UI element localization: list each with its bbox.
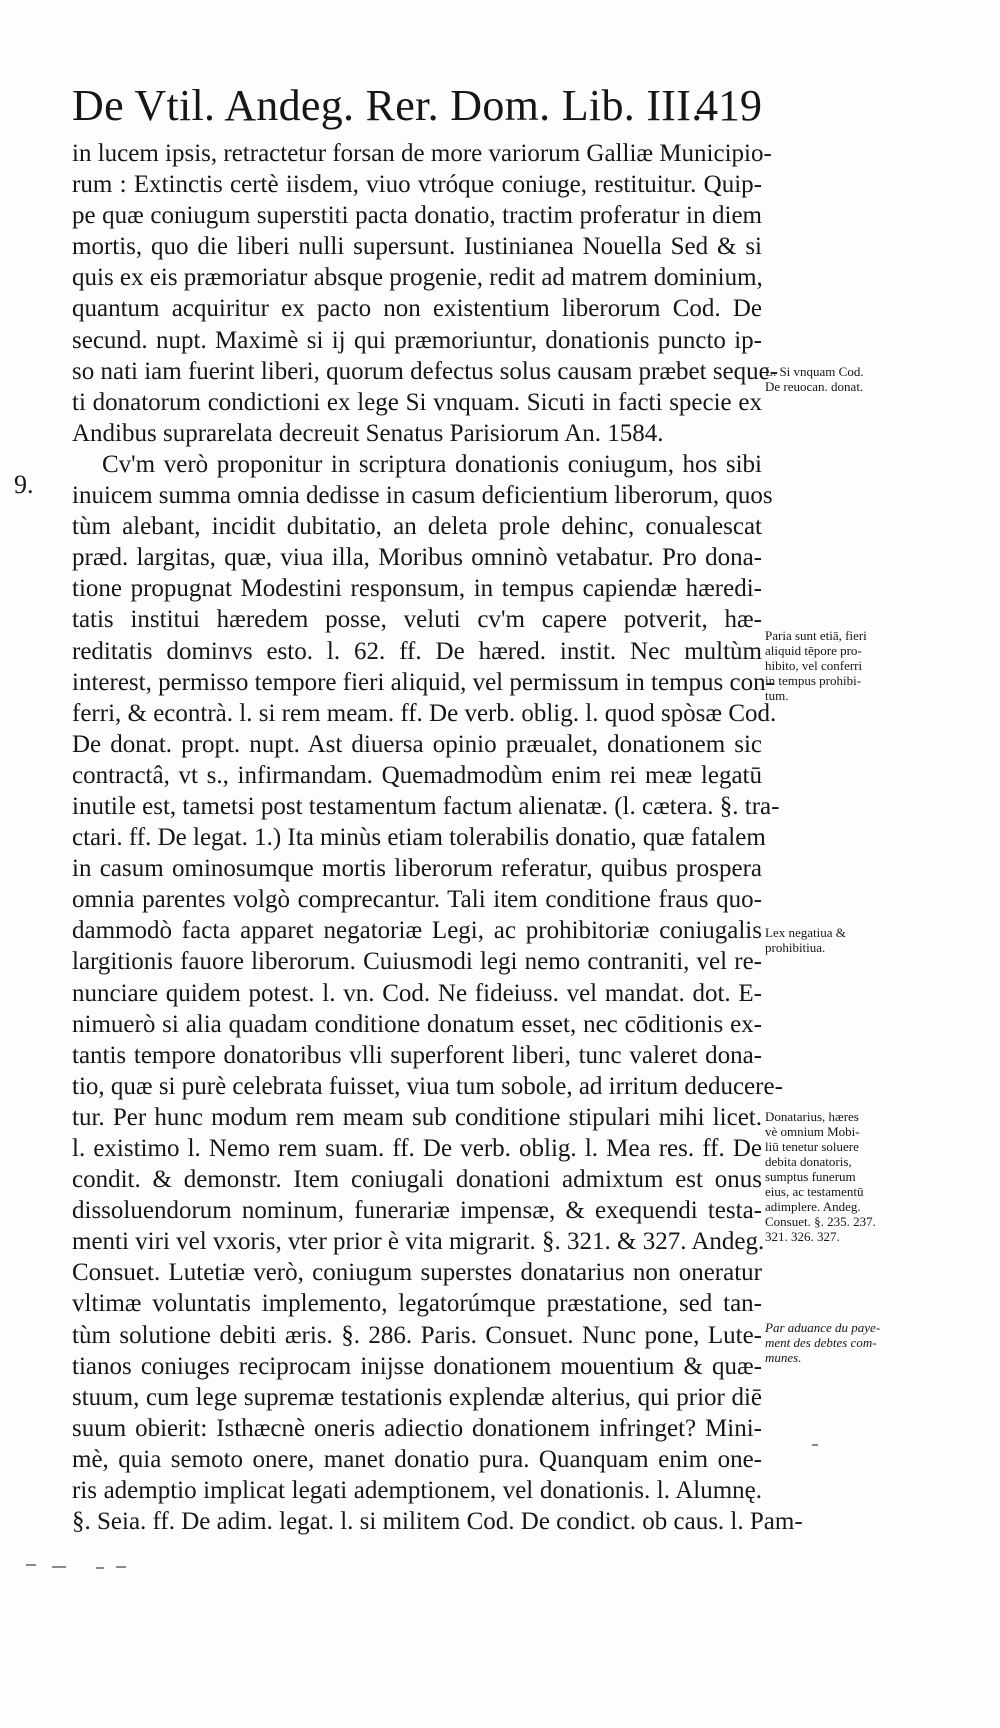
paragraph-number: 9. bbox=[14, 470, 34, 499]
text-line: so nati iam fuerint liberi, quorum defectus solus causam præbet seque- bbox=[72, 357, 779, 385]
text-line: nunciare quidem potest. l. vn. Cod. Ne fideiuss. vel mandat. dot. E- bbox=[72, 979, 762, 1007]
print-speck bbox=[96, 1567, 104, 1569]
sidenote-line: prohibitiua. bbox=[765, 940, 826, 955]
text-line: De donat. propt. nupt. Ast diuersa opinio præualet, donationem sic bbox=[72, 730, 762, 758]
text-line: in lucem ipsis, retractetur forsan de more variorum Galliæ Municipio- bbox=[72, 140, 772, 167]
text-line: inutile est, tametsi post testamentum factum alienatæ. (l. cætera. §. tra- bbox=[72, 792, 780, 820]
text-line: interest, permisso tempore fieri aliquid, vel permissum in tempus con- bbox=[72, 668, 774, 696]
text-line: omnia parentes volgò comprecantur. Tali item conditione fraus quo- bbox=[72, 886, 762, 914]
sidenote bbox=[765, 1320, 915, 1365]
text-line: dammodò facta apparet negatoriæ Legi, ac prohibitoriæ coniugalis bbox=[72, 917, 762, 945]
sidenote-line: ment des debtes com- bbox=[765, 1335, 877, 1350]
sidenote-line: Paria sunt etiā, fieri bbox=[765, 628, 867, 643]
print-speck bbox=[26, 1564, 36, 1566]
text-line: contractâ, vt s., infirmandam. Quemadmodùm enim rei meæ legatū bbox=[72, 761, 762, 789]
print-speck bbox=[52, 1566, 66, 1568]
text-line: mortis, quo die liberi nulli supersunt. Iustinianea Nouella Sed & si bbox=[72, 233, 762, 261]
sidenote-line: L. Si vnquam Cod. bbox=[765, 364, 864, 379]
sidenote-line: liū tenetur soluere bbox=[765, 1139, 859, 1154]
sidenote-line: debita donatoris, bbox=[765, 1154, 852, 1169]
text-line: condit. & demonstr. Item coniugali donationi admixtum est onus bbox=[72, 1166, 762, 1194]
page-number: 419 bbox=[696, 81, 762, 130]
sidenote bbox=[765, 364, 915, 394]
text-line: reditatis dominvs esto. l. 62. ff. De hæred. instit. Nec multùm bbox=[72, 637, 762, 665]
text-line: ti donatorum condictioni ex lege Si vnquam. Sicuti in facti specie ex bbox=[72, 388, 762, 416]
sidenote bbox=[765, 628, 915, 703]
print-speck bbox=[116, 1566, 126, 1568]
sidenote-line: De reuocan. donat. bbox=[765, 379, 864, 394]
text-line: rum : Extinctis certè iisdem, viuo vtróque coniuge, restituitur. Quip- bbox=[72, 171, 762, 199]
text-line: præd. largitas, quæ, viua illa, Moribus omninò vetabatur. Pro dona- bbox=[72, 544, 762, 572]
text-line: tantis tempore donatoribus vlli superforent liberi, tunc valeret dona- bbox=[72, 1041, 762, 1069]
sidenote bbox=[765, 1109, 915, 1244]
sidenote-line: in tempus prohibi- bbox=[765, 673, 862, 688]
text-line: suum obierit: Isthæcnè oneris adiectio donationem infringet? Mini- bbox=[72, 1414, 762, 1442]
sidenote-line: munes. bbox=[765, 1350, 802, 1365]
sidenote-line: tum. bbox=[765, 688, 789, 703]
sidenote-line: hibito, vel conferri bbox=[765, 658, 863, 673]
sidenote-line: adimplere. Andeg. bbox=[765, 1199, 861, 1214]
print-speck bbox=[812, 1444, 818, 1446]
sidenote-line: aliquid tēpore pro- bbox=[765, 643, 862, 658]
sidenote bbox=[765, 925, 915, 955]
text-line: vltimæ voluntatis implemento, legatorúmque præstatione, sed tan- bbox=[72, 1290, 762, 1318]
text-line: quantum acquiritur ex pacto non existentium liberorum Cod. De bbox=[72, 295, 762, 323]
text-line: Consuet. Lutetiæ verò, coniugum superstes donatarius non oneratur bbox=[72, 1259, 762, 1287]
page-header bbox=[72, 78, 762, 134]
sidenote-line: eius, ac testamentū bbox=[765, 1184, 864, 1199]
text-line: mè, quia semoto onere, manet donatio pura. Quanquam enim one- bbox=[72, 1445, 762, 1473]
text-line: dissoluendorum nominum, funerariæ impensæ, & exequendi testa- bbox=[72, 1197, 762, 1225]
text-line: stuum, cum lege supremæ testationis explendæ alterius, qui prior diē bbox=[72, 1383, 762, 1411]
sidenote-line: vè omnium Mobi- bbox=[765, 1124, 860, 1139]
text-line: nimuerò si alia quadam conditione donatum esset, nec cōditionis ex- bbox=[72, 1010, 762, 1038]
text-line: tur. Per hunc modum rem meam sub conditione stipulari mihi licet. bbox=[72, 1103, 762, 1131]
text-line: ferri, & econtrà. l. si rem meam. ff. De verb. oblig. l. quod spòsæ Cod. bbox=[72, 699, 777, 727]
running-title: De Vtil. Andeg. Rer. Dom. Lib. III. bbox=[72, 81, 703, 130]
text-line: tione propugnat Modestini responsum, in tempus capiendæ hæredi- bbox=[72, 575, 762, 603]
text-line: §. Seia. ff. De adim. legat. l. si militem Cod. De condict. ob caus. l. Pam- bbox=[72, 1508, 803, 1536]
text-line: Cv'm verò proponitur in scriptura donationis coniugum, hos sibi bbox=[102, 450, 762, 478]
sidenote-line: Donatarius, hæres bbox=[765, 1109, 859, 1124]
text-line: pe quæ coniugum superstiti pacta donatio, tractim proferatur in diem bbox=[72, 202, 762, 230]
text-line: ris ademptio implicat legati ademptionem, vel donationis. l. Alumnę. bbox=[72, 1477, 762, 1505]
text-line: tio, quæ si purè celebrata fuisset, viua tum sobole, ad irritum deducere- bbox=[72, 1072, 783, 1100]
text-line: l. existimo l. Nemo rem suam. ff. De verb. oblig. l. Mea res. ff. De bbox=[72, 1135, 762, 1162]
text-line: tùm alebant, incidit dubitatio, an deleta prole dehinc, conualescat bbox=[72, 513, 762, 541]
text-line: largitionis fauore liberorum. Cuiusmodi legi nemo contraniti, vel re- bbox=[72, 948, 762, 976]
text-line: tùm solutione debiti æris. §. 286. Paris. Consuet. Nunc pone, Lute- bbox=[72, 1321, 762, 1349]
text-line: menti viri vel vxoris, vter prior è vita migrarit. §. 321. & 327. Andeg. bbox=[72, 1228, 765, 1256]
sidenote-line: Lex negatiua & bbox=[765, 925, 846, 940]
text-line: in casum ominosumque mortis liberorum referatur, quibus prospera bbox=[72, 855, 762, 883]
sidenote-line: 321. 326. 327. bbox=[765, 1229, 840, 1244]
text-line: tatis institui hæredem posse, veluti cv'm capere potverit, hæ- bbox=[72, 606, 762, 634]
sidenote-line: Par aduance du paye- bbox=[765, 1320, 881, 1335]
text-line: quis ex eis præmoriatur absque progenie, redit ad matrem dominium, bbox=[72, 264, 763, 292]
text-line: inuicem summa omnia dedisse in casum deficientium liberorum, quos bbox=[72, 482, 773, 510]
sidenote-line: Consuet. §. 235. 237. bbox=[765, 1214, 876, 1229]
text-line: ctari. ff. De legat. 1.) Ita minùs etiam tolerabilis donatio, quæ fatalem bbox=[72, 824, 766, 852]
sidenote-line: sumptus funerum bbox=[765, 1169, 856, 1184]
text-line: tianos coniuges reciprocam inijsse donationem mouentium & quæ- bbox=[72, 1352, 762, 1380]
text-line: secund. nupt. Maximè si ij qui præmoriuntur, donationis puncto ip- bbox=[72, 326, 762, 354]
text-line: Andibus suprarelata decreuit Senatus Parisiorum An. 1584. bbox=[72, 419, 664, 447]
